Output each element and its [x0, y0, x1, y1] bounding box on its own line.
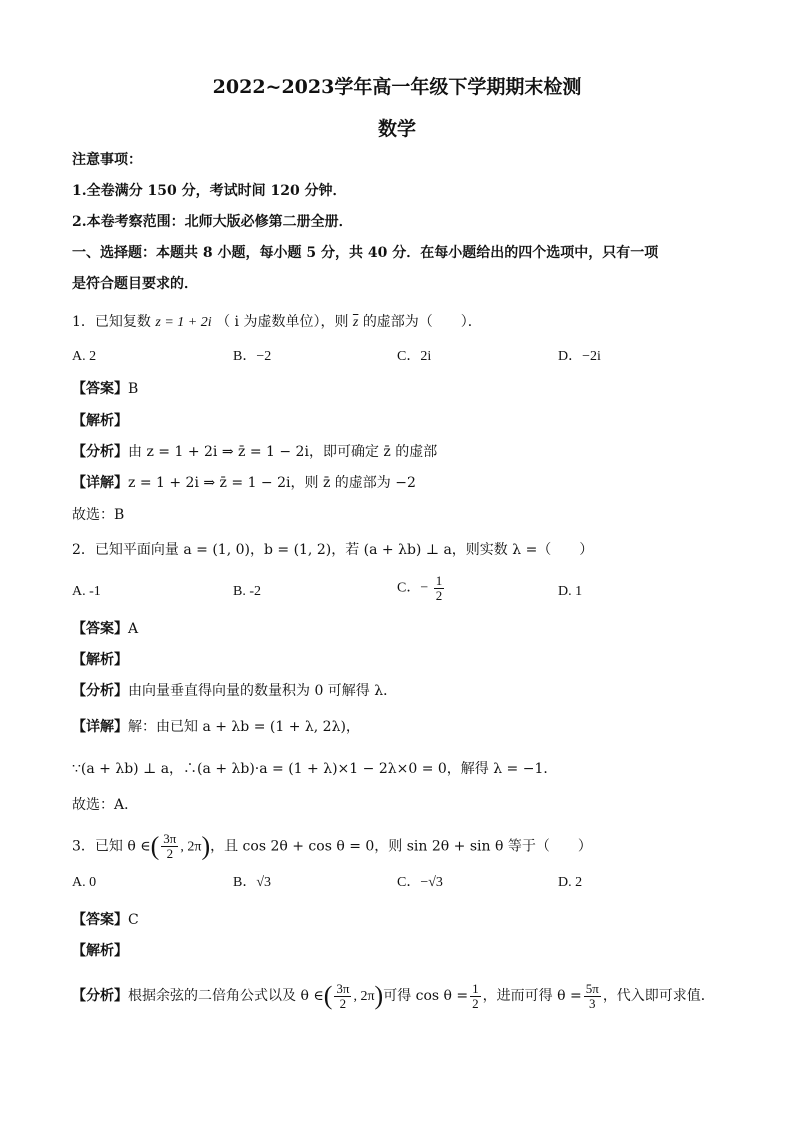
q3-option-c: C．−√3 [397, 875, 443, 890]
q3-fenxi-num3: 5π [585, 980, 599, 996]
q1-answer [72, 380, 138, 398]
q3-answer-label: 【答案】 [72, 912, 128, 928]
q3-fenxi-p4: ，代入即可求值． [602, 988, 715, 1004]
q3-stem [72, 832, 592, 861]
q2-answer-label: 【答案】 [72, 621, 128, 637]
q3-fenxi-fraction-1 [334, 982, 351, 1011]
q1-xiangjie-label: 【详解】 [72, 475, 128, 491]
exam-title: 2022~2023学年高一年级下学期期末检测 [212, 76, 582, 98]
notice-item-1: 1.全卷满分 150 分，考试时间 120 分钟． [72, 183, 347, 199]
q2-xiangjie-text: 解：由已知 a + λb = (1 + λ, 2λ)， [128, 719, 360, 735]
q2-answer [72, 620, 138, 638]
q3-fenxi-fraction-3 [584, 982, 601, 1011]
q2-answer-value: A [128, 621, 139, 637]
q2-fenxi [72, 682, 397, 700]
q3-jiexi: 【解析】 [72, 943, 128, 959]
q3-stem-after: , 2π [180, 839, 202, 855]
q3-stem-den: 2 [166, 846, 174, 861]
q1-stem-prefix: 1．已知复数 [72, 314, 151, 330]
q1-stem-math: z = 1 + 2i [155, 315, 212, 330]
q3-stem-fraction [161, 832, 178, 861]
q1-choice: 故选：B [72, 507, 125, 523]
q1-fenxi-text: 由 z = 1 + 2i ⇒ z̄ = 1 − 2i，即可确定 z̄ 的虚部 [128, 444, 438, 460]
q1-xiangjie-text: z = 1 + 2i ⇒ z̄ = 1 − 2i，则 z̄ 的虚部为 −2 [128, 475, 416, 491]
q3-option-a: A. 0 [72, 875, 97, 890]
q1-option-d: D．−2i [558, 349, 601, 364]
q3-stem-num: 3π [163, 831, 177, 846]
q1-option-c: C．2i [397, 349, 432, 364]
q1-fenxi-label: 【分析】 [72, 444, 128, 460]
section1-line2: 是符合题目要求的． [72, 276, 198, 292]
q2-option-c-den: 2 [435, 588, 443, 603]
q2-fenxi-text: 由向量垂直得向量的数量积为 0 可解得 λ． [128, 683, 398, 699]
q3-fenxi-num1: 3π [336, 980, 350, 996]
q2-xiangjie [72, 718, 360, 736]
q2-choice: 故选：A． [72, 797, 139, 813]
q3-fenxi-p1: 根据余弦的二倍角公式以及 θ ∈ [128, 988, 324, 1004]
q3-fenxi-p3: ，进而可得 θ = [482, 988, 582, 1004]
q3-close-paren: ) [201, 831, 211, 861]
q1-fenxi [72, 443, 437, 461]
q3-fenxi-fraction-2 [470, 982, 481, 1011]
q1-xiangjie [72, 474, 416, 492]
section1-line1: 一、选择题：本题共 8 小题，每小题 5 分，共 40 分．在每小题给出的四个选项中，只有一项 [72, 245, 659, 261]
q3-fenxi-open-paren: ( [323, 981, 333, 1010]
q1-stem-suffix: 的虚部为（ ）． [362, 314, 482, 330]
q3-fenxi-after1: , 2π [353, 989, 375, 1004]
q2-option-c-fraction [434, 574, 445, 603]
q3-option-b: B．√3 [233, 875, 272, 890]
q3-fenxi-num2: 1 [472, 980, 479, 996]
q1-answer-label: 【答案】 [72, 381, 128, 397]
q3-fenxi-den3: 3 [589, 995, 596, 1011]
q3-fenxi-p2: 可得 cos θ = [383, 988, 469, 1004]
q3-answer [72, 911, 139, 929]
q1-answer-value: B [128, 381, 139, 397]
q3-fenxi-den2: 2 [472, 995, 479, 1011]
q3-stem-suffix: ，且 cos 2θ + cos θ = 0，则 sin 2θ + sin θ 等于（ ） [210, 838, 592, 855]
q3-open-paren: ( [150, 831, 160, 861]
q1-option-b: B．−2 [233, 349, 272, 364]
q2-option-c-prefix: C．− [397, 580, 429, 596]
q2-option-c [397, 574, 446, 603]
q2-stem: 2．已知平面向量 a = (1, 0)，b = (1, 2)，若 (a + λb) ⊥ a，则实数 λ =（ ） [72, 542, 594, 558]
notice-heading: 注意事项： [72, 152, 142, 168]
q2-option-a: A. -1 [72, 584, 101, 599]
q2-xiangjie-label: 【详解】 [72, 719, 128, 735]
q3-answer-value: C [128, 912, 139, 928]
q1-stem-mid: （ i 为虚数单位），则 [216, 314, 349, 330]
q2-option-c-num: 1 [435, 573, 443, 588]
q3-stem-prefix: 3．已知 θ ∈ [72, 838, 151, 855]
q3-fenxi [72, 980, 715, 1013]
q3-fenxi-den1: 2 [339, 995, 347, 1011]
q2-work: ∵(a + λb) ⊥ a，∴(a + λb)·a = (1 + λ)×1 − 2λ×0 = 0，解得 λ = −1． [72, 761, 558, 777]
q1-stem-zbar: $\overline{z}$ [352, 315, 359, 330]
q3-fenxi-close-paren: ) [374, 981, 384, 1010]
q2-jiexi: 【解析】 [72, 652, 128, 668]
notice-item-2: 2.本卷考察范围：北师大版必修第二册全册． [72, 214, 353, 230]
q1-stem [72, 313, 482, 332]
q1-jiexi: 【解析】 [72, 413, 128, 429]
q2-option-d: D. 1 [558, 584, 583, 599]
q1-option-a: A. 2 [72, 349, 97, 364]
q3-fenxi-label: 【分析】 [72, 988, 128, 1004]
q2-option-b: B. -2 [233, 584, 261, 599]
q2-fenxi-label: 【分析】 [72, 683, 128, 699]
q3-option-d: D. 2 [558, 875, 583, 890]
subject-title: 数学 [377, 118, 416, 140]
